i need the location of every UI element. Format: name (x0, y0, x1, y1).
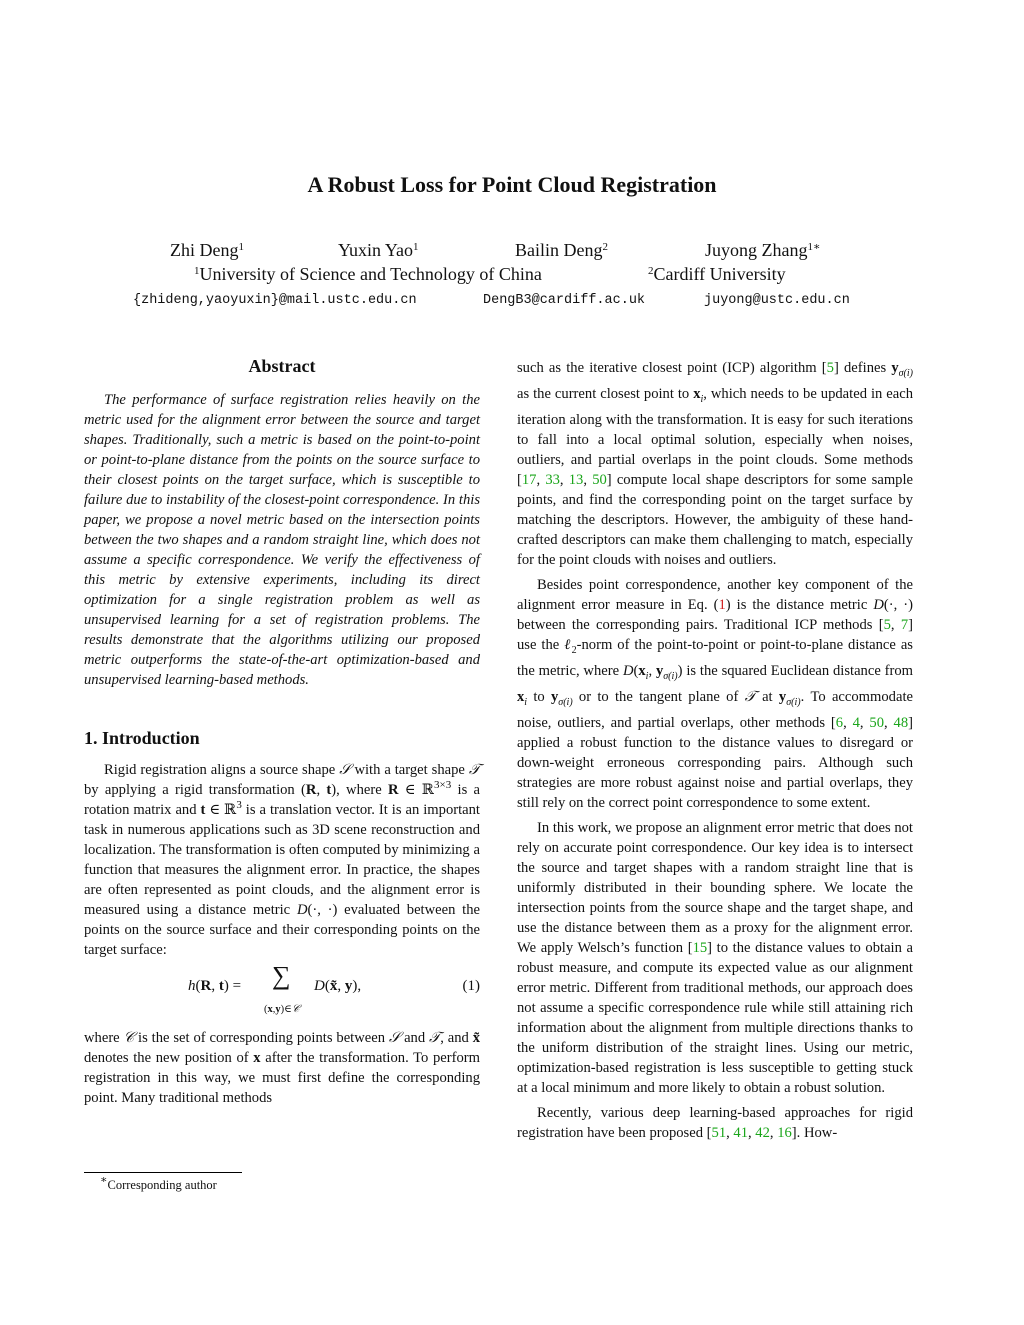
intro-paragraph: where 𝒞 is the set of corresponding points between 𝒮 and 𝒯, and x̃ denotes the new position of x after the transformation. To perform registration in this way, we must first define the corresponding point. Many traditional methods (84, 1030, 480, 1106)
author-name: Zhi Deng$^1$ (170, 240, 244, 260)
equation-1: h(R, t) = ∑ (x,y)∈𝒞 D(x̃, y), (1) (188, 961, 480, 1015)
body-paragraph: Besides point correspondence, another key component of the alignment error measure in Eq. (1) is the distance metric D(·, ·) between the corresponding pairs. Traditional ICP methods [5, 7] use the ℓ$_2$-norm of the point-to-point or point-to-plane distance as the metric, where $D(x_i$, $y_{\sigma(i)}$) is the squared Euclidean distance from $x_i$ to $y_{\sigma(i)}$ or to the tangent plane of 𝒯 at $y_{\sigma(i)}$. To accommodate noise, outliers, and partial overlaps, other methods [6, 4, 50, 48] applied a robust function to the distance values to disregard or down-weight erroneous corresponding pairs. Although such strategies are more robust against noise and partial overlaps, they still rely on the correct point correspondence to some extent. (517, 576, 914, 811)
left-column (84, 356, 480, 1113)
author-email: DengB3@cardiff.ac.uk (483, 293, 646, 308)
intro-paragraph: Rigid registration aligns a source shape 𝒮 with a target shape 𝒯 by applying a rigid transformation (R, t), where R ∈ ℝ$^{3\times 3}$ is a rotation matrix and t ∈ ℝ$^3$ is a translation vector. It is an important task in numerous applications such as 3D scene reconstruction and localization. The transformation is often computed by minimizing a function that measures the alignment error. In practice, the shapes are often represented as point clouds, and the alignment error is measured using a distance metric D(·, ·) evaluated between the points on the source surface and their corresponding points on the target surface: (84, 762, 480, 958)
author-name: Yuxin Yao$^1$ (338, 240, 419, 260)
paper-title: A Robust Loss for Point Cloud Registration (307, 172, 717, 197)
body-paragraph: Recently, various deep learning-based approaches for rigid registration have been proposed [51, 41, 42, 16]. How- (517, 1104, 913, 1141)
author-name: Bailin Deng$^2$ (515, 240, 608, 260)
section-heading-introduction: 1. Introduction (84, 728, 200, 748)
author-email: juyong@ustc.edu.cn (704, 293, 850, 308)
equation-number: (1) (462, 978, 480, 994)
affiliation: $^2$Cardiff University (648, 264, 786, 284)
author-email: {zhideng,yaoyuxin}@mail.ustc.edu.cn (133, 293, 417, 308)
body-paragraph: such as the iterative closest point (ICP) algorithm [5] defines $y_{\sigma(i)}$ as the current closest point to $x_i$, which needs to be updated in each iteration along with the transformation. It is easy for such iterations to fall into a local optimal solution, especially when noises, outliers, and partial overlaps in the point clouds. Some methods [17, 33, 13, 50] compute local shape descriptors for some sample points, and find the corresponding point on the target surface by matching the descriptors. However, the ambiguity of these hand-crafted descriptors can make them challenging to match, especially for the point clouds with noises and outliers. (517, 360, 914, 568)
abstract-text: The performance of surface registration relies heavily on the metric used for the alignment error between the source and target shapes. Traditionally, such a metric is based on the point-to-point or point-to-plane distance from the points on the source surface to their closest points on the target surface, which is susceptible to failure due to instability of the closest-point correspondence. In this paper, we propose a novel metric based on the intersection points between the two shapes and a random straight line, which does not assume a specific correspondence. We verify the effectiveness of this metric by extensive experiments, including its direct optimization for a single registration problem as well as unsupervised learning for a set of registration problems. The results demonstrate that the algorithms utilizing our proposed metric outperforms the state-of-the-art optimization-based and unsupervised learning-based methods. (84, 392, 480, 688)
author-name: Juyong Zhang$^{1∗}$ (705, 240, 821, 260)
footnote-rule (84, 1172, 242, 1173)
affiliation: $^1$University of Science and Technology of China (194, 264, 542, 284)
body-paragraph: In this work, we propose an alignment error metric that does not rely on accurate point correspondence. Our key idea is to intersect the source and target shapes with a random straight line that is uniformly distributed in their bounding sphere. We locate the intersection points from the source shape and the target shape, and use the distance between them as a proxy for the alignment error. We apply Welsch’s function [15] to the distance values to obtain a robust measure, and compute its expected value as our alignment error metric. Different from traditional methods, our approach does not assume a specific correspondence rule while still attaining rich information about the alignment from multiple directions thanks to the uniform distribution of the straight lines. Using our metric, optimization-based registration is less susceptible to getting stuck at a local minimum and more likely to obtain a robust solution. (517, 819, 914, 1096)
footnote: ∗Corresponding author (100, 1174, 217, 1192)
right-column (517, 358, 913, 1148)
abstract-heading: Abstract (248, 356, 316, 376)
